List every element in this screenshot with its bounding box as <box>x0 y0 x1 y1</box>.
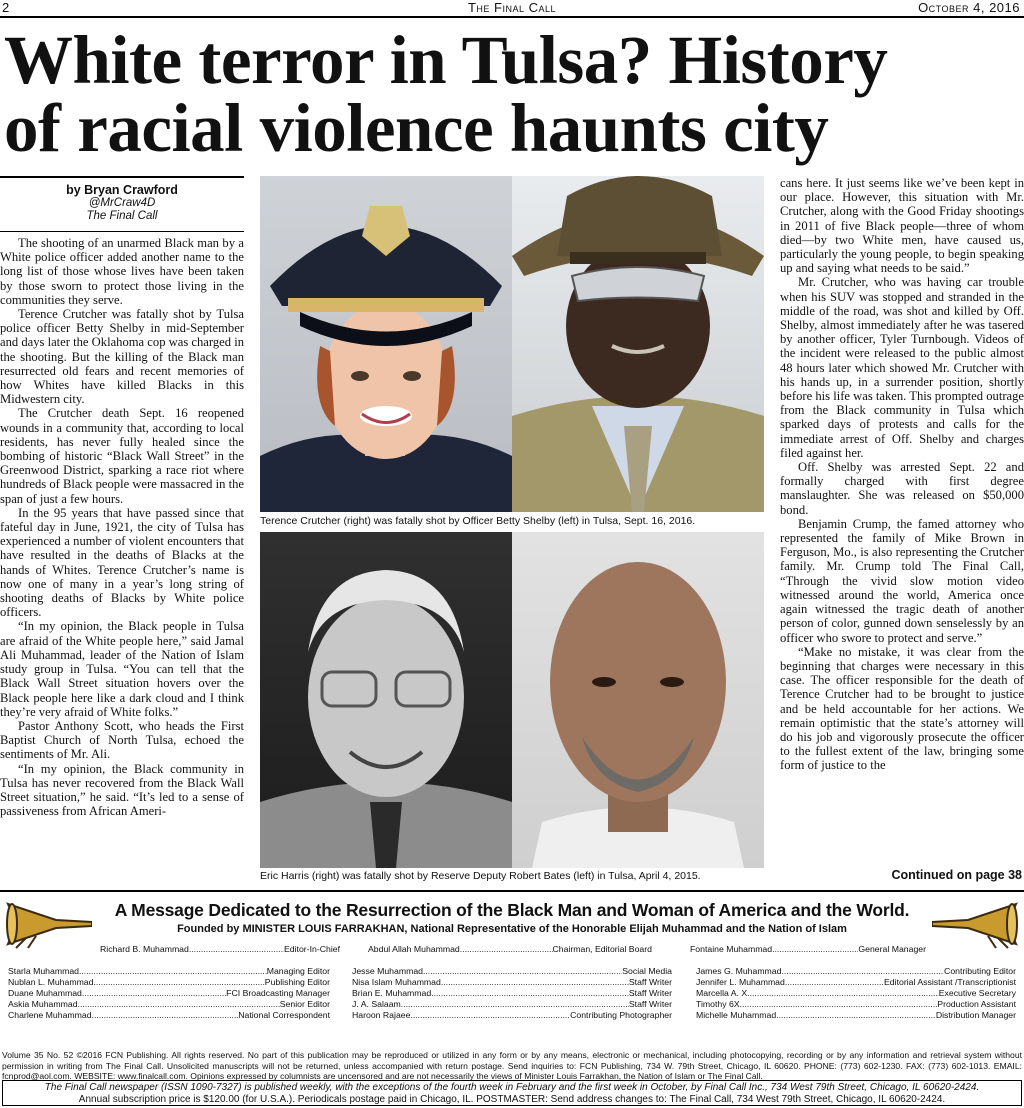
staff-role: FCI Broadcasting Manager <box>226 988 330 998</box>
paragraph: Mr. Crutcher, who was having car trouble when his SUV was stopped and stranded in the middle of the road, was shot and killed by Off. Shelby, almost immediately after he was tasered by another officer, Tyler Turnbough. Videos of the incident were released to the public almost 48 hours later which showed Mr. Crutcher with his hands up, in a surrender position, shortly before his life was taken. This prompted outrage from the Black community in Tulsa which sparked days of protests and calls for the immediate arrest of Off. Shelby and charges filed against her. <box>780 275 1024 460</box>
page-number: 2 <box>2 0 10 15</box>
staff-list-2 <box>352 966 672 1026</box>
officer-portrait-illustration <box>260 176 512 512</box>
staff-role: Publishing Editor <box>264 977 330 987</box>
staff-role: Production Assistant <box>937 999 1016 1009</box>
staff-role: Editorial Assistant /Transcriptionist <box>884 977 1016 987</box>
byline <box>0 176 244 232</box>
staff-name: Askia Muhammad <box>8 999 78 1009</box>
photo-officer-betty-shelby <box>260 176 512 512</box>
staff-role: Contributing Editor <box>944 966 1016 976</box>
photo-eric-harris <box>512 532 764 868</box>
staff-name: Jennifer L. Muhammad <box>696 977 785 987</box>
paragraph: cans here. It just seems like we’ve been kept in our place. However, this situation with Mr. Crutcher, along with the Good Friday shootings in 2011 of five Black people—three of whom died—by two White men, have caused us, particularly the young people, to begin speaking up and saying what needs to be said.” <box>780 176 1024 276</box>
staff-name: Marcella A. X. <box>696 988 750 998</box>
paragraph: “In my opinion, the Black people in Tulsa are afraid of the White people here,” said Jamal Ali Muhammad, leader of the Nation of Islam study group in Tulsa. “You can tell that the Black Wall Street situation hovers over the Black people here like a dark cloud and I think they’re very afraid of White folks.” <box>0 619 244 719</box>
masthead-subtitle: Founded by MINISTER LOUIS FARRAKHAN, National Representative of the Honorable Elijah Muhammad and the Nation of Islam <box>177 923 847 935</box>
staff-name: Starla Muhammad <box>8 966 79 976</box>
paragraph: Pastor Anthony Scott, who heads the First Baptist Church of North Tulsa, echoed the sentiments of Mr. Ali. <box>0 718 244 762</box>
staff-name: Brian E. Muhammad <box>352 988 432 998</box>
headline <box>4 22 1024 166</box>
page-header <box>0 0 1024 18</box>
staff-list-1 <box>8 966 330 1026</box>
staff-role: Contributing Photographer <box>570 1010 672 1020</box>
paragraph: The shooting of an unarmed Black man by a White police officer added another name to the long list of those whose lives have been taken by those sworn to protect those living in the communities they serve. <box>0 236 244 307</box>
paragraph: Terence Crutcher was fatally shot by Tulsa police officer Betty Shelby in mid-September and days later the Oklahoma cop was charged in the shooting. But the killing of the Black man resurrected old fears and recent memories of how Whites have killed Blacks in this Midwestern city. <box>0 307 244 407</box>
staff-name: Jesse Muhammad <box>352 966 423 976</box>
headline-line-2: of racial violence haunts city <box>4 90 829 166</box>
staff-role: Staff Writer <box>628 999 672 1009</box>
staff-role: Distribution Manager <box>935 1010 1016 1020</box>
staff-role: Editor-In-Chief <box>283 944 340 954</box>
paragraph: Benjamin Crump, the famed attorney who represented the family of Mike Brown in Ferguson, Mo., is also representing the Crutcher family. Mr. Crump told The Final Call, “Through the vivid slow motion video witnessed around the world, America once again witnessed the tragic death of another person of color, gunned down senselessly by an officer who swore to protect and serve.” <box>780 516 1024 645</box>
paragraph: In the 95 years that have passed since that fateful day in June, 1921, the city of Tulsa has experienced a number of violent encounters that have resulted in the deaths of Blacks at the hands of Whites. Terence Crutcher’s name is now one of many in a year’s long string of shooting deaths of Blacks by White police officers. <box>0 505 244 620</box>
staff-name: Duane Muhammad <box>8 988 82 998</box>
photo-caption-bottom: Eric Harris (right) was fatally shot by Reserve Deputy Robert Bates (left) in Tulsa, April 4, 2015. <box>260 870 701 882</box>
staff-role: Executive Secretary <box>938 988 1016 998</box>
byline-rule <box>0 231 244 232</box>
staff-name: Timothy 6X <box>696 999 740 1009</box>
staff-role: Staff Writer <box>628 977 672 987</box>
author-name: by Bryan Crawford <box>66 183 178 197</box>
photo-caption-top: Terence Crutcher (right) was fatally shot by Officer Betty Shelby (left) in Tulsa, Sept. 16, 2016. <box>260 515 696 527</box>
photo-deputy-robert-bates <box>260 532 512 868</box>
staff-role: Staff Writer <box>628 988 672 998</box>
staff-role: Social Media <box>622 966 672 976</box>
article-column-1 <box>0 236 244 882</box>
continued-on-page-link[interactable]: Continued on page 38 <box>891 868 1022 882</box>
staff-name: Abdul Allah Muhammad <box>368 944 460 954</box>
staff-name: Haroon Rajaee <box>352 1010 411 1020</box>
staff-top-chairman <box>368 944 652 956</box>
staff-name: Nublan L. Muhammad <box>8 977 94 987</box>
staff-role: Senior Editor <box>279 999 330 1009</box>
author-outlet: The Final Call <box>86 210 158 222</box>
photo-terence-crutcher <box>512 176 764 512</box>
copyright-notice: Volume 35 No. 52 ©2016 FCN Publishing. All rights reserved. No part of this publication may be reproduced or utilized in any form or by any means, electronic or mechanical, including photocopying, recording or by any information and retrieval system without permission in writing from The Final Call. Unsolicited manuscripts will not be returned, unless accompanied with return postage. Send inquiries to: FCN Publishing, 734 W. 79th Street, Chicago, IL 60620. PHONE: (773) 602-1230. FAX: (773) 602-1013. EMAIL: fcnprod@aol.com. WEBSITE: www.finalcall.com. Opinions expressed by columnists are uncensored and are not necessarily the views of Minister Louis Farrakhan, the Nation of Islam or The Final Call. <box>2 1050 1022 1081</box>
staff-role: Chairman, Editorial Board <box>552 944 652 954</box>
paragraph: Off. Shelby was arrested Sept. 22 and formally charged with first degree manslaughter. She was released on $50,000 bond. <box>780 460 1024 517</box>
staff-role: Managing Editor <box>266 966 330 976</box>
article-column-3 <box>780 176 1024 866</box>
paragraph: The Crutcher death Sept. 16 reopened wounds in a community that, according to local residents, has never fully healed since the bombing of historic “Black Wall Street” in the Greenwood District, sparking a race riot where hundreds of Black people were massacred in the span of just a few hours. <box>0 406 244 506</box>
staff-top-editor <box>100 944 340 956</box>
paragraph: “In my opinion, the Black community in Tulsa has never recovered from the Black Wall Street situation,” he said. “It’s led to a sense of passiveness from African Ameri- <box>0 761 244 819</box>
masthead-title: A Message Dedicated to the Resurrection of the Black Man and Woman of America and the World. <box>114 900 910 920</box>
author-handle: @MrCraw4D <box>88 197 156 209</box>
staff-role: National Correspondent <box>238 1010 330 1020</box>
headline-line-1: White terror in Tulsa? History <box>4 22 888 98</box>
harris-portrait-illustration <box>512 532 764 868</box>
staff-name: Nisa Islam Muhammad <box>352 977 441 987</box>
staff-list-3 <box>696 966 1016 1026</box>
issue-date: October 4, 2016 <box>918 0 1020 15</box>
bates-portrait-illustration <box>260 532 512 868</box>
paragraph: “Make no mistake, it was clear from the beginning that charges were necessary in this case. The officer responsible for the death of Terence Crutcher had to be brought to justice and be held accountable for her actions. We remain optimistic that the state’s attorney will do his job and vigorously prosecute the officer to the fullest extent of the law, bringing some form of justice to the <box>780 644 1024 773</box>
staff-name: Richard B. Muhammad <box>100 944 189 954</box>
staff-name: Charlene Muhammad <box>8 1010 92 1020</box>
paper-name: The Final Call <box>467 0 557 15</box>
subscription-line-1: The Final Call newspaper (ISSN 1090-7327) is published weekly, with the exceptions of the fourth week in February and the first week in October, by Final Call Inc., 734 West 79th Street, Chicago, IL 60620-2424. <box>44 1082 980 1093</box>
staff-top-manager <box>690 944 926 956</box>
staff-name: James G. Muhammad <box>696 966 782 976</box>
staff-role: General Manager <box>858 944 926 954</box>
crutcher-portrait-illustration <box>512 176 764 512</box>
staff-name: Fontaine Muhammad <box>690 944 773 954</box>
subscription-line-2: Annual subscription price is $120.00 (for U.S.A.). Periodicals postage paid in Chicago, IL. POSTMASTER: Send address changes to: The Final Call, 734 West 79th Street, Chicago, IL 60620-2424. <box>78 1094 946 1105</box>
masthead <box>0 890 1024 1038</box>
staff-name: Michelle Muhammad <box>696 1010 777 1020</box>
staff-name: J. A. Salaam <box>352 999 401 1009</box>
subscription-box <box>2 1080 1022 1106</box>
